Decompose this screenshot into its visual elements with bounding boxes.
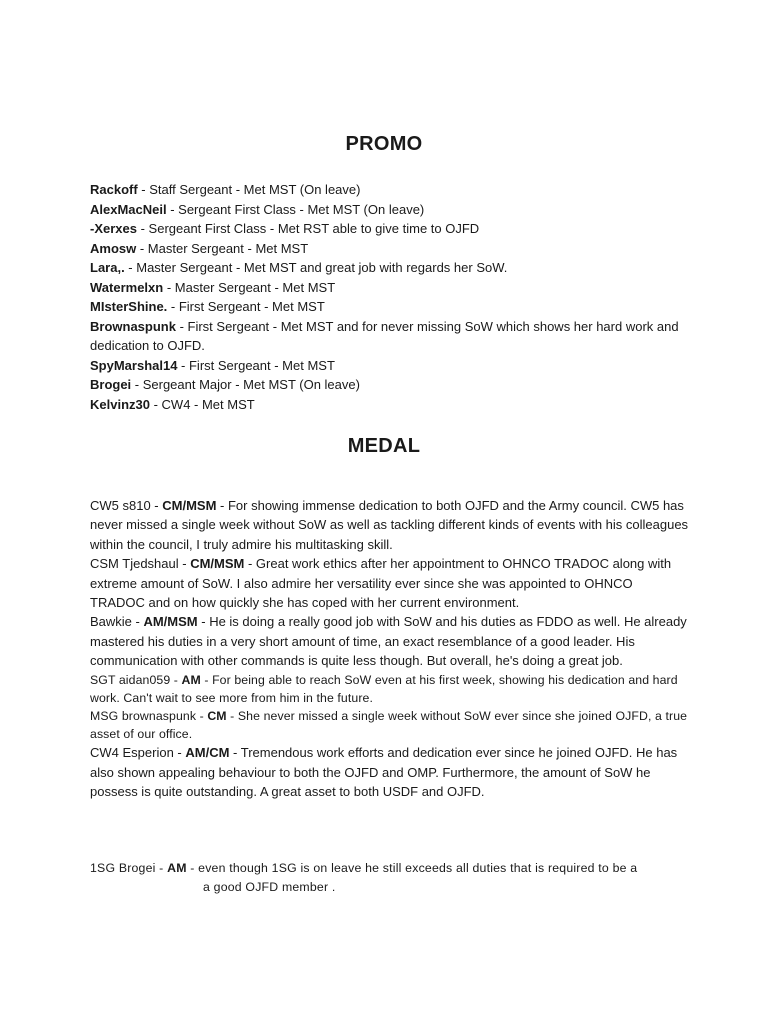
medal-entry-text: - For showing immense dedication to both OJFD and the Army council. CW5 has never missed a single week without SoW as well as tackling different kinds of events with his colleagues within the council, I truly admire his multitasking skill.: [90, 498, 689, 552]
promo-list: [90, 180, 690, 414]
promo-entry: [90, 297, 690, 317]
promo-entry-name: Brownaspunk: [90, 318, 176, 334]
promo-entry-detail: - Master Sergeant - Met MST and great job with regards her SoW.: [124, 260, 508, 275]
medal-entry-name: CSM Tjedshaul -: [90, 556, 191, 572]
medal-entry-name: 1SG Brogei -: [90, 861, 168, 875]
promo-entry: [90, 317, 690, 356]
medal-entry: [90, 612, 690, 670]
promo-entry-name: SpyMarshal14: [90, 357, 178, 373]
medal-entry-text: - Tremendous work efforts and dedication ever since he joined OJFD. He has also shown appealing behaviour to both the OJFD and OMP. Furthermore, the amount of SoW he possess is quite outstanding. A great asset to both USDF and OJFD.: [90, 745, 678, 800]
promo-entry-name: Kelvinz30: [90, 396, 150, 412]
medal-award: AM: [167, 861, 187, 875]
promo-entry: [90, 356, 690, 376]
promo-entry-name: MIsterShine.: [90, 299, 168, 314]
promo-entry: [90, 395, 690, 415]
medal-entry: [90, 554, 690, 612]
promo-entry-name: Brogei: [90, 377, 132, 392]
promo-entry: [90, 239, 690, 259]
medal-entry-text: - For being able to reach SoW even at his first week, showing his dedication and hard work. Can't wait to see more from him in the future.: [90, 672, 678, 705]
medal-entry: [90, 671, 690, 707]
promo-entry-detail: - Sergeant Major - Met MST (On leave): [131, 377, 360, 392]
medal-entry-name: Bawkie -: [90, 614, 144, 630]
promo-entry-detail: - First Sergeant - Met MST and for never missing SoW which shows her hard work and dedication to OJFD.: [90, 318, 679, 353]
medal-entry-text: - even though 1SG is on leave he still exceeds all duties that is required to be a: [186, 861, 638, 875]
promo-entry: [90, 180, 690, 200]
medal-entry-name: MSG brownaspunk -: [90, 709, 208, 724]
promo-entry-name: Lara,.: [90, 260, 125, 275]
promo-entry-name: Amosw: [90, 240, 137, 256]
medal-entry-text: - She never missed a single week without SoW ever since she joined OJFD, a true asset of our office.: [90, 709, 688, 742]
promo-entry-detail: - Sergeant First Class - Met MST (On leave): [166, 201, 425, 217]
medal-entry: [90, 496, 690, 554]
promo-entry: [90, 258, 690, 278]
promo-entry: [90, 375, 690, 395]
promo-entry-detail: - Sergeant First Class - Met RST able to give time to OJFD: [136, 221, 480, 236]
promo-heading: PROMO: [345, 133, 423, 155]
promo-entry-detail: - First Sergeant - Met MST: [167, 299, 325, 314]
medal-entry-continuation: a good OJFD member .: [203, 879, 336, 894]
promo-entry-detail: - Staff Sergeant - Met MST (On leave): [137, 182, 361, 197]
promo-entry-name: Rackoff: [90, 182, 138, 197]
medal-award: CM/MSM: [162, 498, 217, 513]
medal-entry: [90, 707, 690, 743]
promo-entry-detail: - Master Sergeant - Met MST: [163, 279, 336, 295]
promo-entry: [90, 219, 690, 239]
medal-entry-last: [90, 859, 690, 896]
promo-entry-detail: - Master Sergeant - Met MST: [136, 240, 309, 256]
medal-entry-name: CW4 Esperion -: [90, 745, 186, 761]
medal-entry-name: SGT aidan059 -: [90, 672, 182, 687]
promo-entry: [90, 278, 690, 298]
promo-entry-name: -Xerxes: [90, 221, 137, 236]
medal-award: CM/MSM: [190, 556, 245, 572]
medal-award: AM/MSM: [143, 614, 198, 630]
medal-entry: [90, 743, 690, 801]
medal-award: AM: [181, 672, 201, 687]
medal-list: [90, 496, 690, 802]
medal-award: CM: [207, 709, 227, 724]
medal-entry-text: - Great work ethics after her appointment to OHNCO TRADOC along with extreme amount of SoW. I also admire her versatility ever since she was appointed to OHNCO TRADOC and on how quickly she has coped with her current environment.: [90, 556, 672, 611]
medal-entry-name: CW5 s810 -: [90, 498, 163, 513]
medal-entry-text: - He is doing a really good job with SoW and his duties as FDDO as well. He already mastered his duties in a very short amount of time, an exact resemblance of a good leader. His communication with other commands is quite less though. But overall, he's doing a great job.: [90, 614, 687, 669]
promo-entry-name: Watermelxn: [90, 279, 164, 295]
medal-award: AM/CM: [185, 745, 230, 761]
promo-entry: [90, 200, 690, 220]
promo-entry-detail: - CW4 - Met MST: [149, 396, 255, 412]
promo-entry-detail: - First Sergeant - Met MST: [177, 357, 335, 373]
medal-heading: MEDAL: [347, 435, 421, 457]
promo-entry-name: AlexMacNeil: [90, 201, 167, 217]
